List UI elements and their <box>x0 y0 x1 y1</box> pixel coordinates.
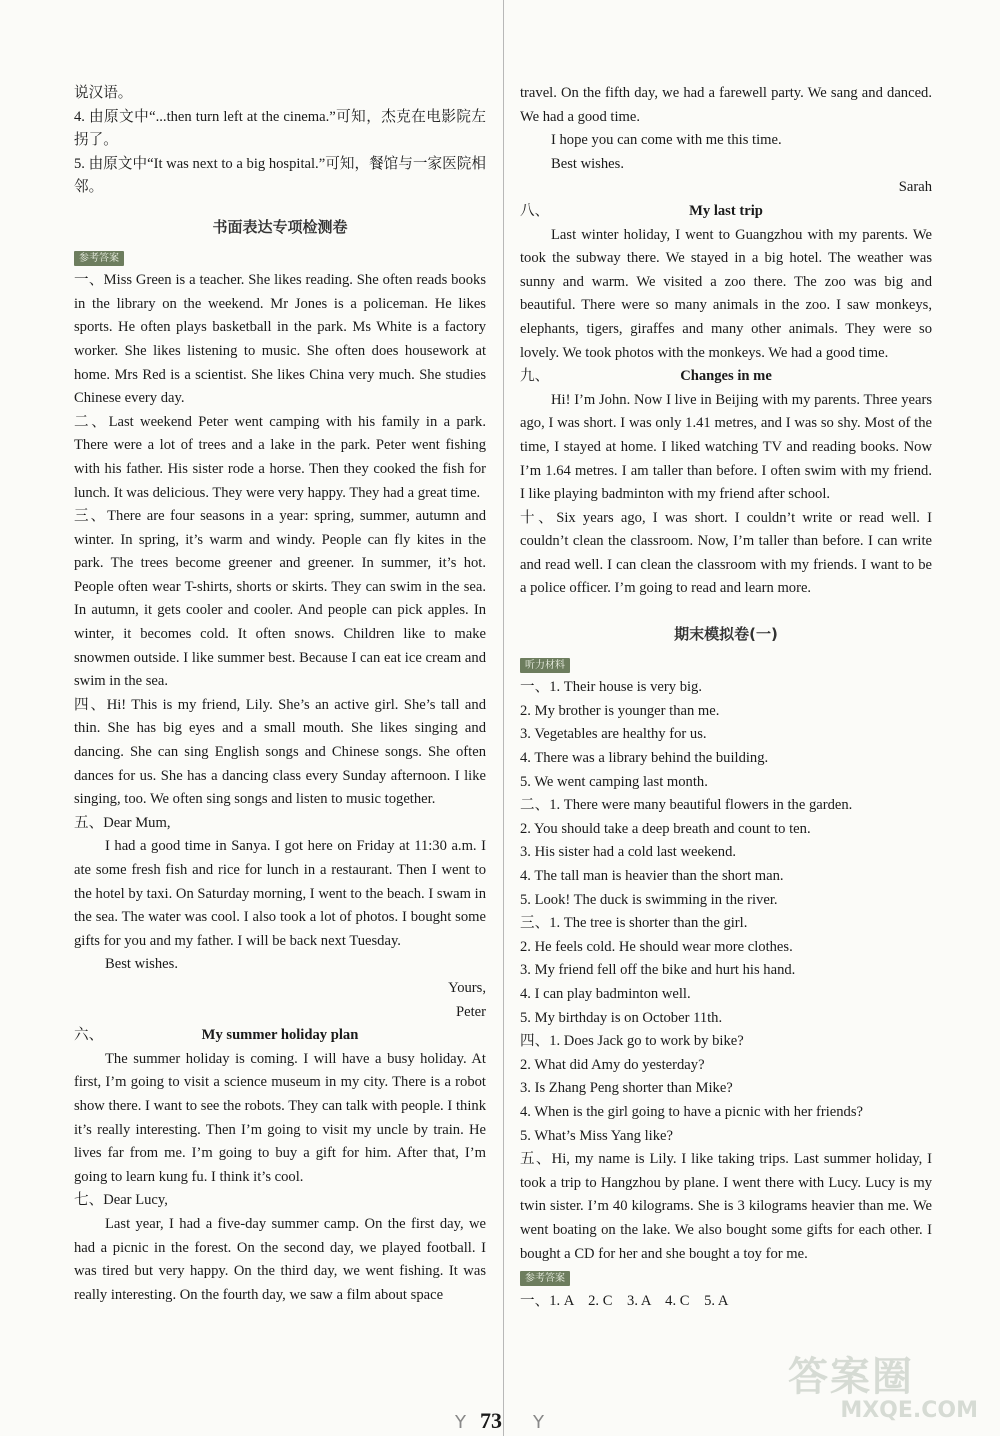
listening-line: 4. I can play badminton well. <box>520 985 691 1002</box>
listening-line: 3. His sister had a cold last weekend. <box>520 844 737 861</box>
section-title-writing: 书面表达专项检测卷 <box>212 217 348 236</box>
answer-6-body: The summer holiday is coming. I will have a busy holiday. At first, I’m going to visit a science museum in my city. There is a robot show there. I want to see the robots. They can talk with people. I think it’s really interesting. Then I’m going to visit my uncle by train. He lives far from me. I’m going to buy a gift for him. After that, I’m going to learn kung fu. I think it’s cool. <box>74 1050 486 1185</box>
answer-badge: 参考答案 <box>74 251 124 266</box>
answer-5-body: I had a good time in Sanya. I got here on Friday at 11:30 a.m. I ate some fresh fish and rice for lunch in a restaurant. Then I went to the hotel by taxi. On Saturday morning, I went to the beach. I swam in the sea. The water was cool. I also took a lot of photos. I bought some gifts for you and my father. I will be back next Tuesday. <box>74 838 486 949</box>
right-column <box>520 82 932 1313</box>
answer-5-signature: Peter <box>456 1003 486 1020</box>
leaf-ornament-icon: Y <box>455 1412 466 1433</box>
answer-4: 四、Hi! This is my friend, Lily. She’s an active girl. She’s tall and thin. She has big eyes and a small mouth. She likes singing and dancing. She can sing English songs and Chinese songs. She often dances for us. She has a dancing class every Sunday afternoon. I like singing, too. We often sing songs and listen to music together. <box>74 696 486 808</box>
answer-5-wishes: Best wishes. <box>105 956 178 973</box>
answer-6-title-row <box>74 1024 486 1048</box>
answer-10: 十、Six years ago, I was short. I couldn’t write or read well. I couldn’t clean the classroom. Now, I’m taller than before. I can write and read well. I can clean the classroom with my friends. I want to be a police officer. I’m going to read and learn more. <box>520 509 932 597</box>
answer-key-line: 一、1. A 2. C 3. A 4. C 5. A <box>520 1292 729 1309</box>
answer-7-hope: I hope you can come with me this time. <box>551 132 782 149</box>
section-title-final-exam: 期末模拟卷(一) <box>674 625 778 644</box>
listening-line: 4. There was a library behind the building. <box>520 750 769 767</box>
listening-line: 2. My brother is younger than me. <box>520 702 720 719</box>
listening-line: 一、1. Their house is very big. <box>520 679 702 696</box>
listening-passage-5: 五、Hi, my name is Lily. I like taking trips. Last summer holiday, I took a trip to Hangzhou by plane. I went there with Lucy. Lucy is my twin sister. I’m 40 kilograms. She is 3 kilograms heavier than me. We went boating on the lake. We also bought some gifts for each other. I bought a CD for her and she bought a toy for me. <box>520 1151 932 1262</box>
listening-line: 5. We went camping last month. <box>520 773 708 790</box>
column-divider <box>503 0 504 1436</box>
listening-line: 5. My birthday is on October 11th. <box>520 1009 723 1026</box>
watermark-logo <box>788 1355 978 1423</box>
answer-9-number: 九、 <box>520 368 550 385</box>
leaf-ornament-icon: Y <box>533 1412 544 1433</box>
top-line-2: 4. 由原文中“...then turn left at the cinema.”可知，杰克在电影院左拐了。 <box>74 108 486 149</box>
left-column <box>74 82 486 1307</box>
answer-5-closing: Yours, <box>448 979 486 996</box>
answer-9-body: Hi! I’m John. Now I live in Beijing with my parents. Three years ago, I was short. I was only 1.41 metres, and I was so shy. Most of the time, I stayed at home. I liked watching TV and reading books. Now I’m 1.64 metres. I am taller than before. I often swim with my friend. I like playing badminton with my friend after school. <box>520 391 932 503</box>
answer-1: 一、Miss Green is a teacher. She likes reading. She often reads books in the library on the weekend. Mr Jones is a policeman. He likes sports. He often plays basketball in the park. Ms White is a factory worker. She likes listening to music. She often does housework at home. Mrs Red is a scientist. She likes China very much. She studies Chinese every day. <box>74 272 486 407</box>
watermark-text-bottom: MXQE.COM <box>840 1398 978 1423</box>
listening-line: 5. What’s Miss Yang like? <box>520 1127 673 1144</box>
listening-line: 4. The tall man is heavier than the short man. <box>520 868 784 884</box>
watermark-text-top: 答案圈 <box>788 1354 914 1400</box>
listening-line: 2. He feels cold. He should wear more clothes. <box>520 938 793 955</box>
listening-line: 2. What did Amy do yesterday? <box>520 1056 705 1073</box>
answer-9-title-row <box>520 365 932 389</box>
listening-line: 4. When is the girl going to have a picnic with her friends? <box>520 1103 863 1120</box>
answer-3: 三、There are four seasons in a year: spring, summer, autumn and winter. In spring, it’s warm and windy. People can fly kites in the park. The trees become greener and greener. In summer, it’s hot. People often wear T-shirts, shorts or skirts. They can swim in the sea. In autumn, it gets cooler and cooler. And people can pick apples. In winter, it becomes cold. It often snows. Children like to make snowmen outside. I like summer best. Because I can eat ice cream and swim in the sea. <box>74 508 486 690</box>
page-number: 73 <box>480 1408 502 1433</box>
top-line-3: 5. 由原文中“It was next to a big hospital.”可知，餐馆与一家医院相邻。 <box>74 155 486 196</box>
listening-badge: 听力材料 <box>520 658 570 673</box>
answer-8-number: 八、 <box>520 202 550 219</box>
listening-line: 3. Is Zhang Peng shorter than Mike? <box>520 1080 733 1097</box>
answer-9-title: Changes in me <box>680 368 772 385</box>
answer-7-wishes: Best wishes. <box>551 155 624 172</box>
answer-7-continued: travel. On the fifth day, we had a farewell party. We sang and danced. We had a good time. <box>520 85 932 125</box>
listening-line: 二、1. There were many beautiful flowers in the garden. <box>520 797 853 814</box>
answer-7-signature: Sarah <box>898 179 932 196</box>
answer-6-title: My summer holiday plan <box>201 1027 359 1044</box>
answer-8-body: Last winter holiday, I went to Guangzhou with my parents. We took the subway there. We stayed in a big hotel. The weather was sunny and warm. We visited a zoo there. The zoo was big and beautiful. There were so many animals in the zoo. I saw monkeys, elephants, tigers, giraffes and many other animals. They were so lovely. We took photos with the monkeys. We had a good time. <box>520 226 932 361</box>
listening-line: 四、1. Does Jack go to work by bike? <box>520 1033 744 1050</box>
answer-8-title-row <box>520 200 932 224</box>
answer-2: 二、Last weekend Peter went camping with his family in a park. There were a lot of trees and a lake in the park. Peter went fishing with his father. His sister rode a horse. Then they cooked the fish for lunch. It was delicious. They were very happy. They had a great time. <box>74 413 486 501</box>
listening-line: 2. You should take a deep breath and count to ten. <box>520 820 811 837</box>
answer-5-greeting: 五、Dear Mum, <box>74 814 171 831</box>
answer-6-number: 六、 <box>74 1027 104 1044</box>
listening-line: 三、1. The tree is shorter than the girl. <box>520 915 748 932</box>
answer-8-title: My last trip <box>689 202 763 219</box>
listening-line: 3. My friend fell off the bike and hurt his hand. <box>520 962 796 979</box>
top-line-1: 说汉语。 <box>74 85 133 101</box>
answer-7-body: Last year, I had a five-day summer camp. On the first day, we had a picnic in the forest. On the second day, we played football. I was tired but very happy. On the third day, we went fishing. It was really interesting. On the fourth day, we saw a film about space <box>74 1215 486 1303</box>
listening-line: 5. Look! The duck is swimming in the river. <box>520 891 778 908</box>
listening-line: 3. Vegetables are healthy for us. <box>520 726 707 743</box>
answer-key-badge: 参考答案 <box>520 1271 570 1286</box>
answer-7-greeting: 七、Dear Lucy, <box>74 1192 168 1209</box>
